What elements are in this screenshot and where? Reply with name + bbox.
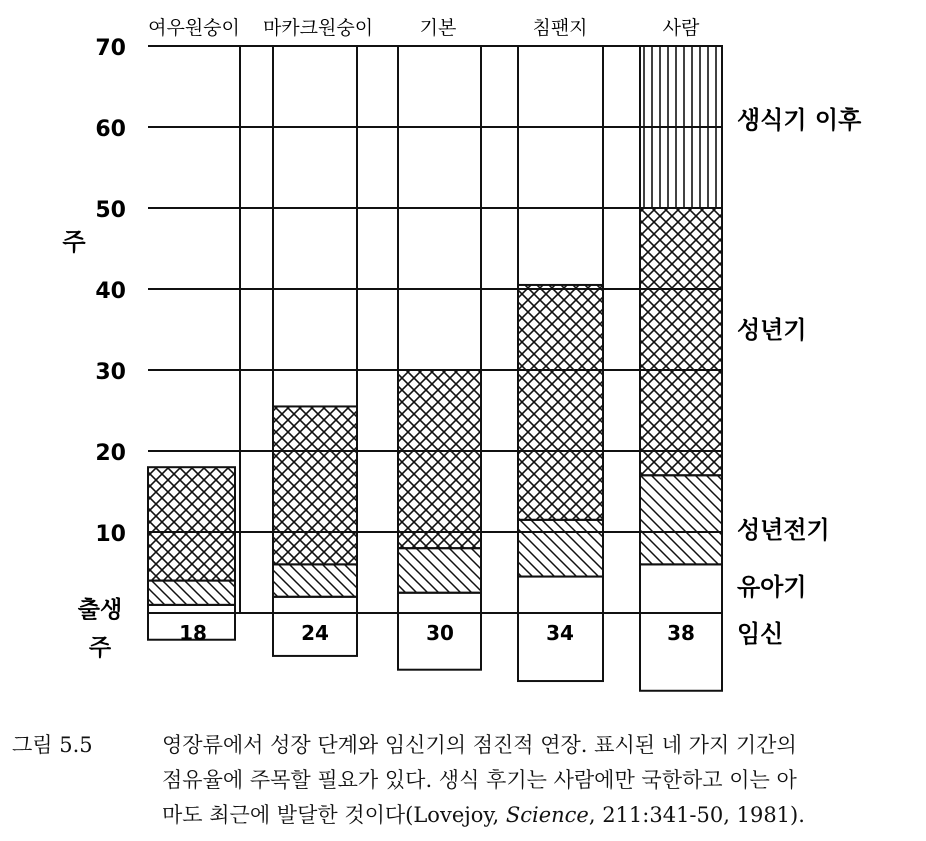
- category-label-4: 침팬지: [532, 17, 588, 39]
- category-label-3: 기본: [419, 17, 457, 39]
- y-tick-30: 30: [95, 360, 126, 385]
- caption-line-3-start: 마도 최근에 발달한 것이다(Lovejoy,: [162, 803, 506, 827]
- segment-4-bar-5: [640, 208, 722, 475]
- gestation-label-1: 18: [179, 621, 207, 645]
- gestation-labels: [179, 621, 695, 645]
- segment-2-bar-4: [518, 577, 603, 613]
- segment-2-bar-5: [640, 564, 722, 613]
- caption-journal: Science: [505, 803, 589, 827]
- category-label-2: 마카크원숭이: [262, 17, 374, 39]
- y-axis-label: 주: [62, 228, 86, 256]
- bars: [148, 46, 722, 691]
- gestation-label-3: 30: [426, 621, 454, 645]
- y-tick-40: 40: [95, 279, 126, 304]
- stage-label-gestation: 임신: [737, 620, 784, 648]
- stage-label-adult: 성년기: [737, 316, 807, 344]
- segment-3-bar-4: [518, 520, 603, 577]
- segment-2-bar-1: [148, 605, 235, 613]
- caption-line-3-end: , 211:341-50, 1981).: [588, 803, 805, 827]
- y-tick-10: 10: [95, 522, 126, 547]
- segment-3-bar-5: [640, 475, 722, 564]
- y-tick-labels: [95, 36, 126, 547]
- segment-4-bar-4: [518, 285, 603, 520]
- stage-labels: [737, 106, 862, 648]
- segment-2-bar-2: [273, 597, 357, 613]
- segment-4-bar-3: [398, 370, 481, 548]
- caption-line-1: 영장류에서 성장 단계와 임신기의 점진적 연장. 표시된 네 가지 기간의: [162, 733, 797, 757]
- segment-3-bar-1: [148, 581, 235, 605]
- category-label-1: 여우원숭이: [148, 17, 240, 39]
- gestation-label-4: 34: [546, 621, 574, 645]
- birth-label-unit: 주: [88, 635, 112, 661]
- caption-line-3: [162, 798, 805, 833]
- segment-2-bar-3: [398, 593, 481, 613]
- segment-4-bar-1: [148, 467, 235, 580]
- gestation-label-5: 38: [667, 621, 695, 645]
- segment-3-bar-2: [273, 564, 357, 596]
- segment-4-bar-2: [273, 406, 357, 564]
- segment-3-bar-3: [398, 548, 481, 593]
- y-tick-60: 60: [95, 117, 126, 142]
- caption-label: 그림 5.5: [12, 733, 93, 757]
- gestation-label-2: 24: [301, 621, 329, 645]
- y-tick-50: 50: [95, 198, 126, 223]
- y-tick-20: 20: [95, 441, 126, 466]
- birth-label: 출생: [77, 597, 123, 623]
- category-label-5: 사람: [662, 17, 700, 39]
- caption-line-2: 점유율에 주목할 필요가 있다. 생식 후기는 사람에만 국한하고 이는 아: [162, 768, 797, 792]
- stage-label-infancy: 유아기: [737, 573, 807, 601]
- category-labels: [148, 17, 700, 39]
- stage-label-juvenile: 성년전기: [737, 516, 830, 544]
- stage-label-post-reproductive: 생식기 이후: [737, 106, 862, 134]
- y-tick-70: 70: [95, 36, 126, 61]
